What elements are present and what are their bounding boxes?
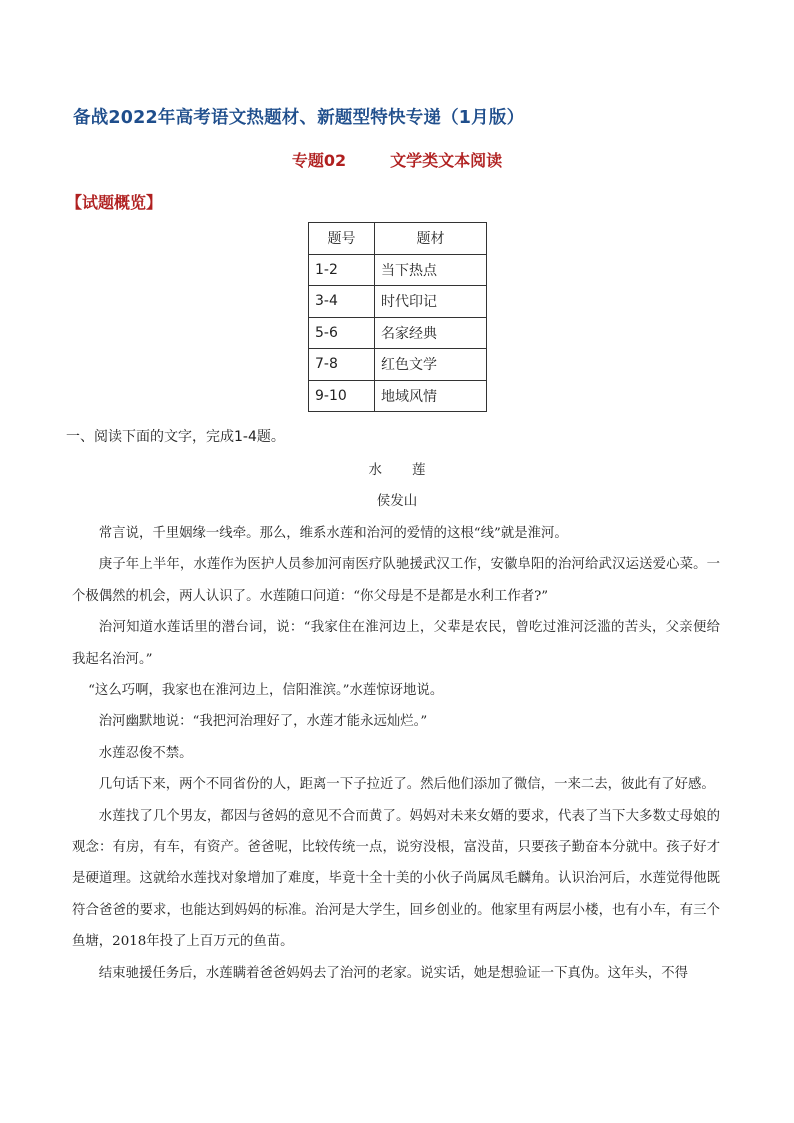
table-cell: 红色文学 [375, 349, 487, 381]
table-cell: 7-8 [309, 349, 375, 381]
article-title [0, 458, 794, 478]
table-cell: 1-2 [309, 254, 375, 286]
column-header-number: 题号 [309, 223, 375, 255]
table-row [309, 286, 487, 318]
section-prompt: 一、阅读下面的文字，完成1-4题。 [66, 429, 285, 445]
paragraph: 常言说，千里姻缘一线牵。那么，维系水莲和治河的爱情的这根“线”就是淮河。 [98, 526, 568, 541]
article-title-part1: 水 [368, 462, 382, 478]
table-cell: 名家经典 [375, 317, 487, 349]
paragraph: 结束驰援任务后，水莲瞒着爸爸妈妈去了治河的老家。说实话，她是想验证一下真伪。这年头，不得 [98, 965, 688, 981]
table-cell: 9-10 [309, 380, 375, 412]
table-row [309, 380, 487, 412]
article-title-part2: 莲 [412, 462, 426, 478]
document-title: 备战2022年高考语文热题材、新题型特快专递（1月版） [73, 108, 525, 128]
paragraph: 治河知道水莲话里的潜台词，说：“我家住在淮河边上，父辈是农民，曾吃过淮河泛滥的苦头，父亲便给我起名治河。” [72, 620, 720, 667]
table-cell: 当下热点 [375, 254, 487, 286]
table-row [309, 317, 487, 349]
article-author: 侯发山 [376, 493, 418, 509]
table-header-row [309, 223, 487, 255]
table-row [309, 254, 487, 286]
topic-number: 专题02 [291, 151, 347, 170]
table-cell: 5-6 [309, 317, 375, 349]
table-cell: 时代印记 [375, 286, 487, 318]
table-cell: 3-4 [309, 286, 375, 318]
topic-title [0, 148, 794, 171]
article-body [72, 518, 720, 989]
paragraph: 治河幽默地说：“我把河治理好了，水莲才能永远灿烂。” [98, 714, 428, 730]
table-row [309, 349, 487, 381]
paragraph: 水莲找了几个男友，都因与爸妈的意见不合而黄了。妈妈对未来女婿的要求，代表了当下大多数丈母娘的观念：有房，有车，有资产。爸爸呢，比较传统一点，说穷没根，富没苗，只要孩子勤奋本分就中。孩子好才是硬道理。这就给水莲找对象增加了难度，毕竟十全十美的小伙子尚属凤毛麟角。认识治河后，水莲觉得他既符合爸爸的要求，也能达到妈妈的标准。治河是大学生，回乡创业的。他家里有两层小楼，也有小车，有三个鱼塘，2018年投了上百万元的鱼苗。 [72, 808, 720, 950]
table-cell: 地域风情 [375, 380, 487, 412]
overview-table [308, 222, 487, 412]
paragraph: “这么巧啊，我家也在淮河边上，信阳淮滨。”水莲惊讶地说。 [88, 683, 444, 699]
paragraph: 几句话下来，两个不同省份的人，距离一下子拉近了。然后他们添加了微信，一来二去，彼此有了好感。 [98, 777, 715, 793]
column-header-topic: 题材 [375, 223, 487, 255]
topic-name: 文学类文本阅读 [390, 151, 503, 170]
paragraph: 水莲忍俊不禁。 [98, 745, 193, 761]
paragraph: 庚子年上半年，水莲作为医护人员参加河南医疗队驰援武汉工作，安徽阜阳的治河给武汉运送爱心菜。一个极偶然的机会，两人认识了。水莲随口问道：“你父母是不是都是水利工作者?” [72, 557, 720, 604]
overview-heading: 【试题概览】 [66, 193, 163, 212]
